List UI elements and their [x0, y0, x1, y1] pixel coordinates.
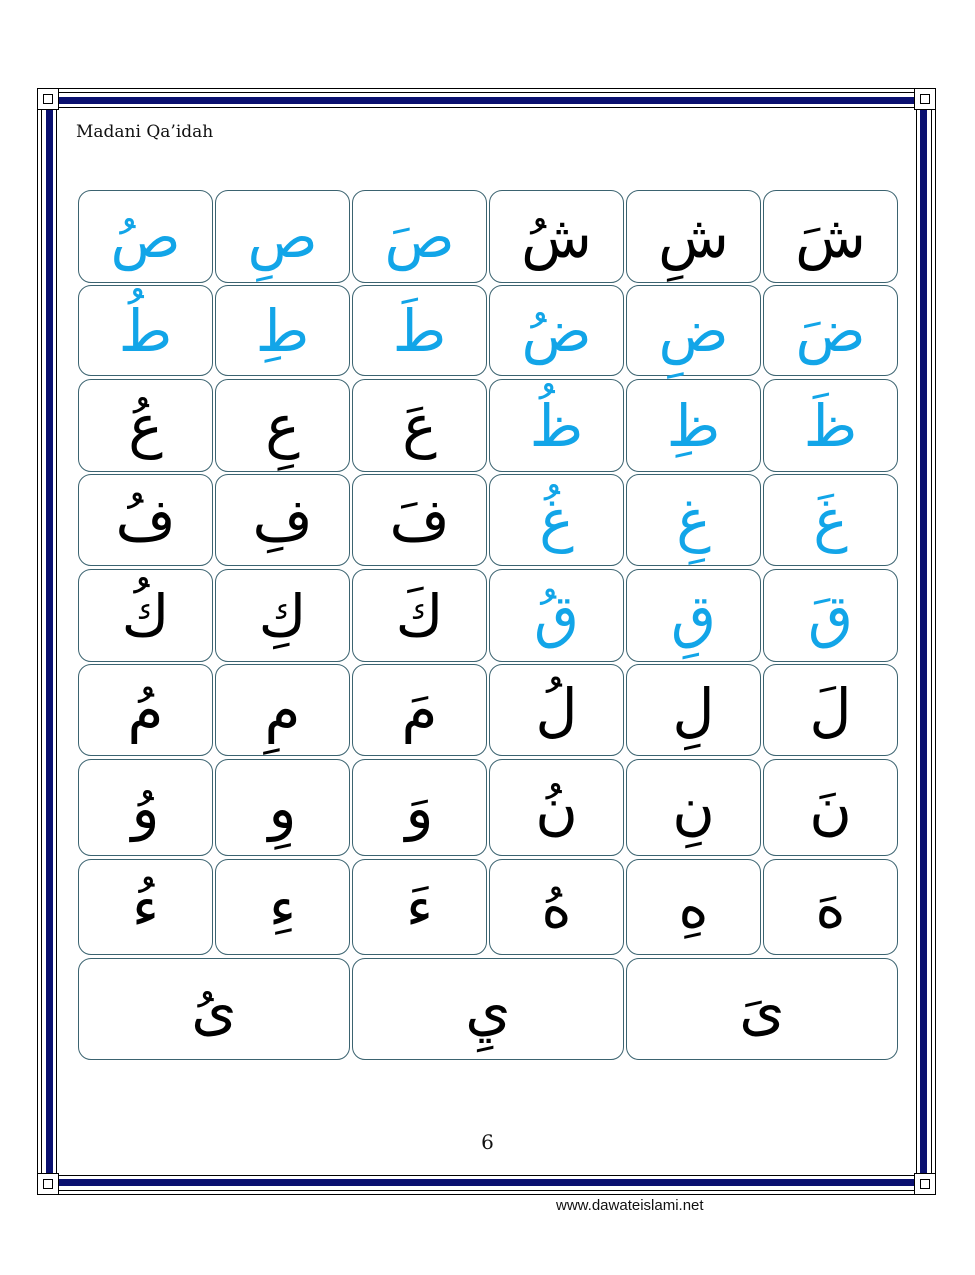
letter-cell	[352, 664, 487, 756]
letter-row	[78, 664, 898, 756]
letter-row	[78, 569, 898, 662]
corner-ornament-bottom-right	[914, 1173, 936, 1195]
arabic-letter: ض	[658, 296, 729, 365]
letter-cell	[763, 379, 898, 472]
arabic-letter: ف	[115, 486, 176, 554]
letter-cell	[763, 759, 898, 856]
arabic-letter: ق	[533, 581, 579, 650]
letter-cell	[352, 958, 624, 1060]
letter-cell	[763, 285, 898, 376]
arabic-letter: م	[127, 676, 164, 744]
arabic-letter: ف	[389, 486, 450, 554]
letter-cell	[626, 569, 761, 662]
letter-cell	[78, 190, 213, 283]
letter-cell	[78, 285, 213, 376]
arabic-letter: ظ	[529, 391, 584, 460]
arabic-letter: و	[405, 773, 434, 842]
arabic-letter: ل	[672, 676, 715, 744]
letter-cell	[763, 190, 898, 283]
letter-cell	[78, 664, 213, 756]
arabic-letter: م	[401, 676, 438, 744]
letter-cell	[215, 190, 350, 283]
letter-cell	[626, 759, 761, 856]
letter-cell	[626, 859, 761, 955]
arabic-letter: ه	[815, 873, 846, 941]
arabic-letter: ي	[465, 975, 511, 1043]
arabic-letter: ض	[795, 296, 866, 365]
letter-cell	[215, 664, 350, 756]
letter-row	[78, 190, 898, 283]
arabic-letter: ل	[809, 676, 852, 744]
footer-url: www.dawateislami.net	[556, 1197, 704, 1214]
letter-row	[78, 379, 898, 472]
letter-cell	[626, 958, 898, 1060]
letter-row	[78, 285, 898, 376]
arabic-letter: ك	[258, 581, 307, 650]
letter-cell	[489, 859, 624, 955]
page-header-title: Madani Qa’idah	[76, 122, 214, 142]
letter-cell	[352, 474, 487, 566]
arabic-letter: ع	[265, 391, 300, 460]
letter-cell	[78, 379, 213, 472]
arabic-letter: ه	[678, 873, 709, 941]
letter-cell	[352, 569, 487, 662]
letter-cell	[352, 379, 487, 472]
letter-cell	[215, 759, 350, 856]
letter-row	[78, 859, 898, 955]
letter-cell	[763, 474, 898, 566]
letter-cell	[215, 379, 350, 472]
letter-cell	[763, 569, 898, 662]
letter-cell	[489, 190, 624, 283]
arabic-letter: ن	[672, 773, 715, 842]
letter-cell	[215, 474, 350, 566]
letter-cell	[78, 474, 213, 566]
arabic-letter: ق	[670, 581, 716, 650]
letter-cell	[489, 569, 624, 662]
arabic-letter: ك	[395, 581, 444, 650]
arabic-letter: ع	[128, 391, 163, 460]
letter-cell	[489, 285, 624, 376]
arabic-letter: ظ	[666, 391, 721, 460]
arabic-letter: ش	[658, 202, 729, 271]
letter-cell	[215, 859, 350, 955]
letter-cell	[489, 379, 624, 472]
arabic-letter: ع	[402, 391, 437, 460]
arabic-letter: ن	[809, 773, 852, 842]
arabic-letter: ق	[807, 581, 853, 650]
letter-cell	[352, 759, 487, 856]
page-number: 6	[481, 1130, 494, 1154]
arabic-letter: ش	[795, 202, 866, 271]
arabic-letter: ط	[118, 296, 173, 365]
letter-cell	[626, 664, 761, 756]
letter-cell	[352, 859, 487, 955]
letter-cell	[626, 285, 761, 376]
letter-grid	[78, 190, 898, 1062]
letter-cell	[215, 285, 350, 376]
arabic-letter: ء	[405, 873, 434, 941]
letter-cell	[352, 190, 487, 283]
arabic-letter: و	[131, 773, 160, 842]
arabic-letter: ص	[247, 202, 318, 271]
letter-cell	[763, 664, 898, 756]
letter-cell	[626, 474, 761, 566]
arabic-letter: ى	[191, 975, 237, 1043]
letter-cell	[489, 664, 624, 756]
arabic-letter: ش	[521, 202, 592, 271]
letter-cell	[78, 958, 350, 1060]
arabic-letter: ء	[131, 873, 160, 941]
arabic-letter: ص	[110, 202, 181, 271]
letter-cell	[352, 285, 487, 376]
letter-cell	[78, 759, 213, 856]
arabic-letter: ء	[268, 873, 297, 941]
arabic-letter: غ	[676, 486, 711, 554]
arabic-letter: غ	[813, 486, 848, 554]
letter-row	[78, 759, 898, 856]
arabic-letter: ى	[739, 975, 785, 1043]
corner-ornament-top-left	[37, 88, 59, 110]
letter-row	[78, 958, 898, 1060]
arabic-letter: ف	[252, 486, 313, 554]
letter-cell	[215, 569, 350, 662]
arabic-letter: ل	[535, 676, 578, 744]
arabic-letter: ط	[255, 296, 310, 365]
letter-cell	[626, 190, 761, 283]
arabic-letter: م	[264, 676, 301, 744]
letter-row	[78, 474, 898, 566]
letter-cell	[626, 379, 761, 472]
corner-ornament-top-right	[914, 88, 936, 110]
arabic-letter: و	[268, 773, 297, 842]
arabic-letter: غ	[539, 486, 574, 554]
corner-ornament-bottom-left	[37, 1173, 59, 1195]
arabic-letter: ظ	[803, 391, 858, 460]
arabic-letter: ط	[392, 296, 447, 365]
letter-cell	[489, 474, 624, 566]
letter-cell	[489, 759, 624, 856]
letter-cell	[763, 859, 898, 955]
arabic-letter: ض	[521, 296, 592, 365]
arabic-letter: ك	[121, 581, 170, 650]
arabic-letter: ن	[535, 773, 578, 842]
letter-cell	[78, 859, 213, 955]
letter-cell	[78, 569, 213, 662]
arabic-letter: ه	[541, 873, 572, 941]
arabic-letter: ص	[384, 202, 455, 271]
